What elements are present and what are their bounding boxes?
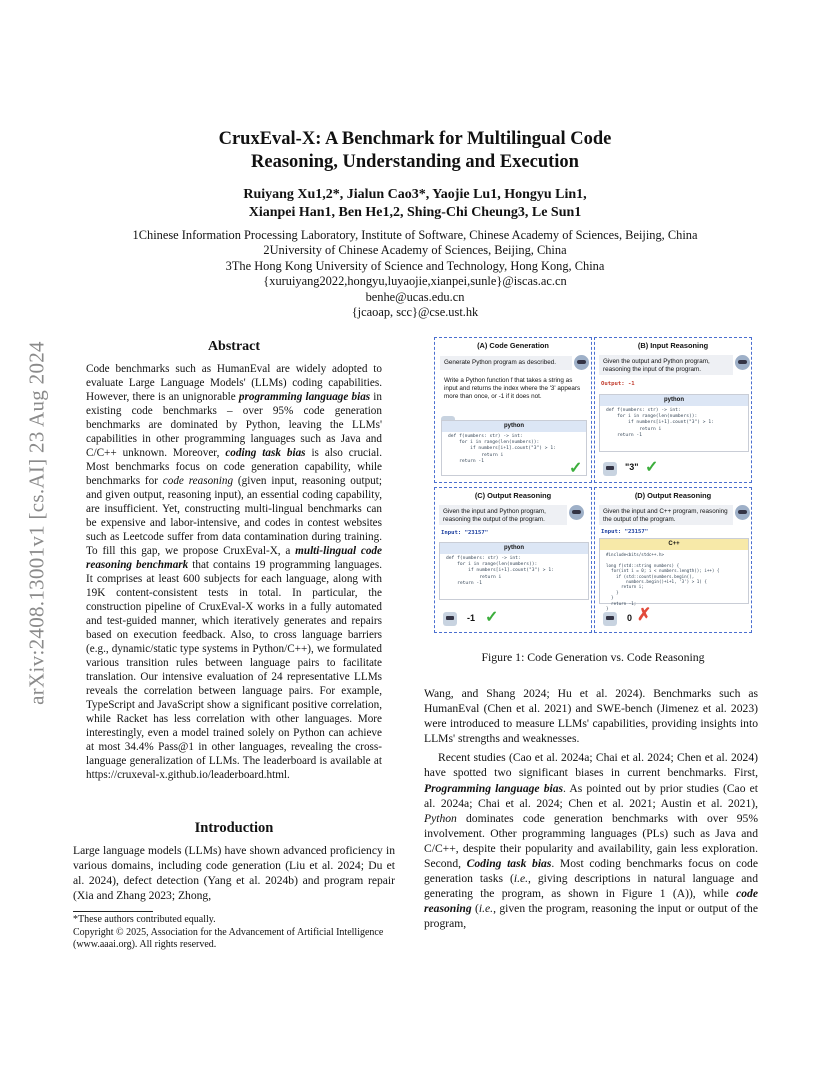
code-box [599, 538, 749, 612]
code-snippet: def f(numbers: str) -> int: for i in range(len(numbers)): if numbers[i+1].count("3") > 1: return i return -1 [446, 556, 554, 586]
task-description: Write a Python function f that takes a string as input and returns the index where the '3' appears more than once, or -1 if it does not. [440, 374, 588, 406]
robot-icon [735, 355, 750, 370]
panel-a-title: (A) Code Generation [477, 341, 549, 350]
prompt-bubble: Generate Python program as described. [440, 356, 572, 370]
answer-text: -1 [467, 613, 476, 623]
panel-input-reasoning [594, 337, 752, 483]
code-box [439, 542, 589, 600]
output-tag: Output: -1 [601, 381, 635, 387]
model-icon [603, 462, 617, 476]
intro-body: Large language models (LLMs) have shown advanced proficiency in various domains, including code generation (Liu et al. 2024; Du et al. 2024), defect detection (Yang et al. 2024b) and program repair (Xia and Zhang 2023; Zhong, [73, 844, 395, 902]
checkmark-icon: ✓ [645, 459, 659, 476]
arxiv-stamp: arXiv:2408.13001v1 [cs.AI] 23 Aug 2024 [24, 341, 49, 705]
input-tag: Input: "23157" [601, 529, 649, 535]
authors: Ruiyang Xu1,2*, Jialun Cao3*, Yaojie Lu1, Hongyu Lin1, Xianpei Han1, Ben He1,2, Shing-Chi Cheung3, Le Sun1 [243, 187, 587, 220]
model-icon [603, 612, 617, 626]
panel-code-generation [434, 337, 592, 483]
panel-output-reasoning-python [434, 487, 592, 633]
lang-label: python [600, 395, 748, 406]
code-snippet: def f(numbers: str) -> int: for i in range(len(numbers)): if numbers[i+1].count("3") > 1: return i return -1 [606, 408, 714, 438]
figure-1 [434, 337, 752, 633]
panel-b-title: (B) Input Reasoning [637, 341, 709, 350]
lang-label: python [442, 421, 586, 432]
abstract-heading: Abstract [207, 339, 261, 354]
checkmark-icon: ✓ [485, 609, 499, 626]
footnotes: *These authors contributed equally. Copyright © 2025, Association for the Advancement of Artificial Intelligence (www.aaai.org). All rights reserved. [73, 914, 384, 950]
right-column-body [424, 686, 758, 932]
robot-icon [574, 355, 589, 370]
model-icon [443, 612, 457, 626]
figure-caption: Figure 1: Code Generation vs. Code Reasoning [481, 650, 705, 664]
prompt-bubble: Given the input and C++ program, reasoning the output of the program. [599, 505, 733, 525]
abstract-body: Code benchmarks such as HumanEval are widely adopted to evaluate Large Language Models' (LLMs) coding capabilities. However, there is an unignorable programming language bias in existing code benchmarks – over 95% code generation benchmarks are dominated by Python, leaving the LLMs' capabilities in other programming languages such as Java and C/C++ unknown. Moreover, coding task bias is also crucial. Most benchmarks focus on code generation capability, while benchmarks for code reasoning (given input, reasoning output; and given output, reasoning input), an essential coding capability, are insufficient. Yet, constructing multi-lingual benchmarks can be expensive and labor-intensive, and codes in contest websites such as Leetcode suffer from data contamination during training. To fill this gap, we propose CruxEval-X, a multi-lingual code reasoning benchmark that contains 19 programming languages. It comprises at least 600 subjects for each language, along with 19K content-consistent tests in total. In particular, the construction pipeline of CruxEval-X works in a fully automated and test-guided manner, which iteratively generates and repairs based on execution feedback. Also, to cross language barriers (e.g., dynamic/static type systems in Python/C++), we formulated various transition rules between language pairs to facilitate translation. Our intensive evaluation of 24 representative LLMs reveals the correlation between language pairs. For example, TypeScript and JavaScript show a significant positive correlation, while Racket has less correlation with other languages. More interestingly, even a model trained solely on Python can achieve at most 34.4% Pass@1 in other languages, revealing the cross-language generalization of LLMs. The leaderboard is available at https://cruxeval-x.github.io/leaderboard.html. [86, 363, 383, 781]
input-tag: Input: "23157" [441, 530, 489, 536]
prompt-bubble: Given the output and Python program, reasoning the input of the program. [599, 355, 733, 375]
panel-output-reasoning-cpp [594, 487, 752, 633]
paper-title: CruxEval-X: A Benchmark for Multilingual Code Reasoning, Understanding and Execution [218, 129, 612, 172]
answer-text: 0 [627, 613, 633, 623]
lang-label: C++ [600, 539, 748, 550]
checkmark-icon: ✓ [569, 460, 583, 477]
affiliations: 1Chinese Information Processing Laboratory, Institute of Software, Chinese Academy of Sciences, Beijing, China 2University of Chinese Academy of Sciences, Beijing, China 3The Hong Kong University of Science and Technology, Hong Kong, China {xuruiyang2022,hongyu,luyaojie,xianpei,sunle}@iscas.ac.cn benhe@ucas.edu.cn {jcaoap, scc}@cse.ust.hk [132, 228, 698, 320]
answer-text: "3" [625, 462, 639, 472]
prompt-bubble: Given the input and Python program, reasoning the output of the program. [439, 505, 567, 525]
robot-icon [569, 505, 584, 520]
footnote-rule [73, 911, 153, 912]
code-box [599, 394, 749, 452]
panel-d-title: (D) Output Reasoning [634, 491, 712, 500]
code-snippet: def f(numbers: str) -> int: for i in range(len(numbers)): if numbers[i+1].count("3") > 1: return i return -1 [448, 434, 556, 464]
paragraph: Recent studies (Cao et al. 2024a; Chai et al. 2024; Chen et al. 2024) have spotted two significant biases in current benchmarks. First, Programming language bias. As pointed out by prior studies (Cao et al. 2024a; Chai et al. 2024; Chen et al. 2021; Austin et al. 2021), Python dominates code generation benchmarks with over 95% involvement. Other programming languages (PLs) such as Java and C/C++, despite their popularity and availability, gain less exploration. Second, Coding task bias. Most coding benchmarks focus on code generation tasks (i.e., giving descriptions in natural language and generating the program, as shown in Figure 1 (A)), while code reasoning (i.e., given the program, reasoning the input or output of the program, [424, 751, 758, 931]
code-box [441, 420, 587, 476]
intro-heading: Introduction [194, 820, 274, 836]
code-snippet: #include<bits/stdc++.h> long f(std::string numbers) { for(int i = 0; i < numbers.length(); i++) { if (std::count(numbers.begin(), numbers.begin()+i+1, '3') > 1) { return i; } } return -1; } [606, 552, 720, 612]
robot-icon [735, 505, 750, 520]
lang-label: python [440, 543, 588, 554]
cross-icon: ✗ [637, 605, 652, 624]
paragraph: Wang, and Shang 2024; Hu et al. 2024). Benchmarks such as HumanEval (Chen et al. 2021) and SWE-bench (Jimenez et al. 2023) were introduced to measure LLMs' capabilities, providing insights into LLMs' strengths and weaknesses. [424, 687, 758, 746]
panel-c-title: (C) Output Reasoning [474, 491, 552, 500]
